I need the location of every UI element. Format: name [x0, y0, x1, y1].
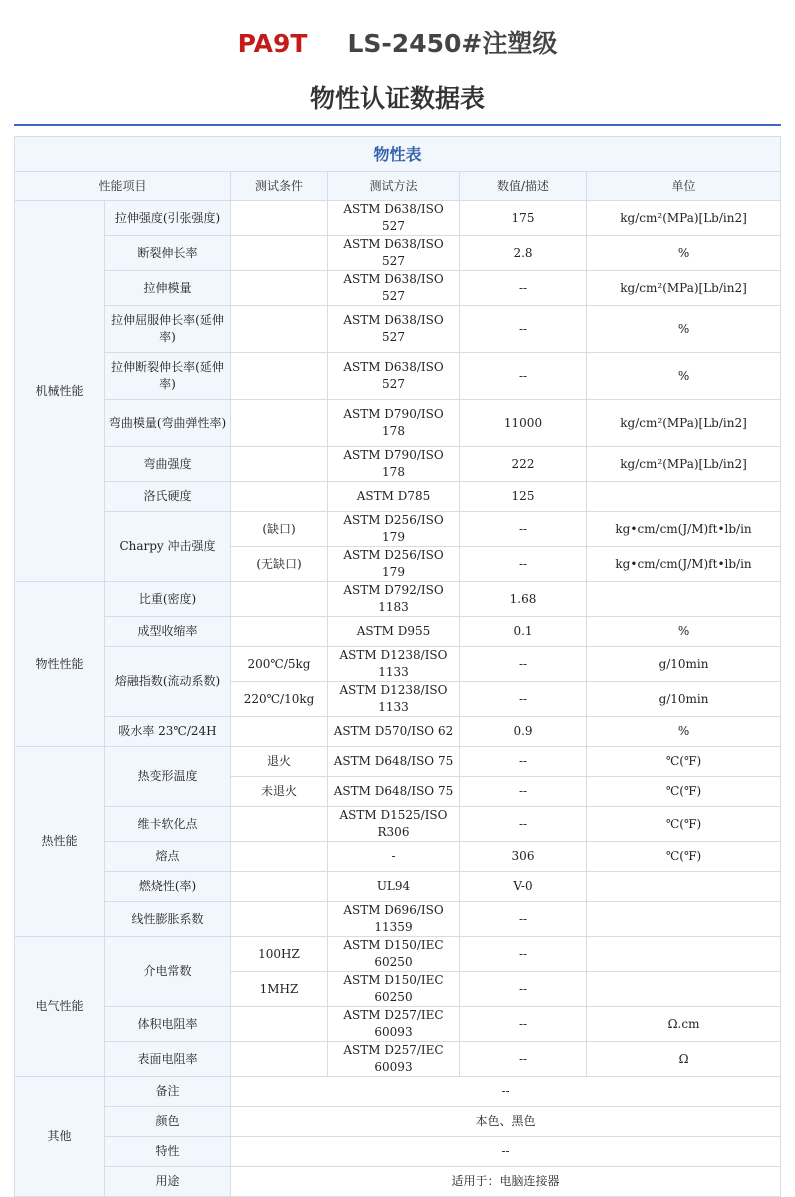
test-method: UL94	[328, 872, 460, 902]
test-condition	[231, 447, 328, 482]
test-method: ASTM D570/ISO 62	[328, 717, 460, 747]
test-condition: (无缺口)	[231, 547, 328, 582]
table-header-row	[15, 172, 781, 201]
table-row	[15, 1107, 781, 1137]
test-method: ASTM D638/ISO 527	[328, 271, 460, 306]
test-method: ASTM D790/ISO 178	[328, 400, 460, 447]
category-physical: 物性性能	[15, 582, 105, 747]
test-method: ASTM D792/ISO 1183	[328, 582, 460, 617]
test-method: ASTM D638/ISO 527	[328, 353, 460, 400]
test-condition	[231, 842, 328, 872]
property-label: 用途	[105, 1167, 231, 1197]
property-label: 洛氏硬度	[105, 482, 231, 512]
property-unit: ℃(℉)	[587, 807, 781, 842]
property-value: --	[460, 902, 587, 937]
property-value: 222	[460, 447, 587, 482]
table-row	[15, 353, 781, 400]
property-label: 比重(密度)	[105, 582, 231, 617]
grade-name: LS-2450#注塑级	[347, 29, 558, 58]
property-value: V-0	[460, 872, 587, 902]
property-unit	[587, 902, 781, 937]
table-row	[15, 872, 781, 902]
test-condition	[231, 236, 328, 271]
table-row	[15, 1042, 781, 1077]
table-row	[15, 271, 781, 306]
test-method: ASTM D257/IEC 60093	[328, 1042, 460, 1077]
property-value: --	[460, 937, 587, 972]
property-label: 热变形温度	[105, 747, 231, 807]
property-value: --	[460, 1042, 587, 1077]
test-method: ASTM D790/ISO 178	[328, 447, 460, 482]
property-value: --	[460, 353, 587, 400]
property-label: 特性	[105, 1137, 231, 1167]
property-unit: kg/cm²(MPa)[Lb/in2]	[587, 400, 781, 447]
property-text: --	[231, 1137, 781, 1167]
property-unit	[587, 482, 781, 512]
category-thermal: 热性能	[15, 747, 105, 937]
test-method: ASTM D257/IEC 60093	[328, 1007, 460, 1042]
table-row	[15, 937, 781, 972]
test-condition	[231, 902, 328, 937]
test-condition	[231, 400, 328, 447]
property-value: 125	[460, 482, 587, 512]
property-label: 断裂伸长率	[105, 236, 231, 271]
property-value: 0.9	[460, 717, 587, 747]
property-value: 306	[460, 842, 587, 872]
test-method: ASTM D638/ISO 527	[328, 306, 460, 353]
property-unit: Ω.cm	[587, 1007, 781, 1042]
test-condition	[231, 582, 328, 617]
property-value: --	[460, 306, 587, 353]
property-unit: kg•cm/cm(J/M)ft•lb/in	[587, 547, 781, 582]
table-row	[15, 447, 781, 482]
property-value: --	[460, 777, 587, 807]
property-value: --	[460, 547, 587, 582]
property-label: 熔融指数(流动系数)	[105, 647, 231, 717]
test-method: -	[328, 842, 460, 872]
property-unit: kg/cm²(MPa)[Lb/in2]	[587, 201, 781, 236]
column-header-value: 数值/描述	[460, 172, 587, 201]
property-unit: ℃(℉)	[587, 747, 781, 777]
table-row	[15, 482, 781, 512]
table-row	[15, 1077, 781, 1107]
property-unit: %	[587, 236, 781, 271]
test-method: ASTM D1525/ISO R306	[328, 807, 460, 842]
test-condition: 200℃/5kg	[231, 647, 328, 682]
property-value: --	[460, 512, 587, 547]
document-title	[0, 24, 795, 60]
property-label: 熔点	[105, 842, 231, 872]
property-text: 适用于：电脑连接器	[231, 1167, 781, 1197]
test-condition	[231, 807, 328, 842]
property-value: --	[460, 682, 587, 717]
column-header-condition: 测试条件	[231, 172, 328, 201]
property-label: 拉伸模量	[105, 271, 231, 306]
title-divider	[14, 124, 781, 126]
table-row	[15, 512, 781, 547]
test-condition	[231, 1042, 328, 1077]
column-header-unit: 单位	[587, 172, 781, 201]
test-condition: 220℃/10kg	[231, 682, 328, 717]
test-method: ASTM D785	[328, 482, 460, 512]
property-label: 燃烧性(率)	[105, 872, 231, 902]
property-text: --	[231, 1077, 781, 1107]
property-unit	[587, 937, 781, 972]
table-row	[15, 582, 781, 617]
property-value: --	[460, 972, 587, 1007]
property-value: --	[460, 1007, 587, 1042]
property-text: 本色、黑色	[231, 1107, 781, 1137]
test-method: ASTM D150/IEC 60250	[328, 972, 460, 1007]
property-unit: %	[587, 306, 781, 353]
table-row	[15, 400, 781, 447]
property-value: 0.1	[460, 617, 587, 647]
property-label: 弯曲模量(弯曲弹性率)	[105, 400, 231, 447]
test-method: ASTM D150/IEC 60250	[328, 937, 460, 972]
test-condition	[231, 872, 328, 902]
test-condition: 1MHZ	[231, 972, 328, 1007]
property-value: 11000	[460, 400, 587, 447]
property-label: 拉伸强度(引张强度)	[105, 201, 231, 236]
property-label: 介电常数	[105, 937, 231, 1007]
property-label: 线性膨胀系数	[105, 902, 231, 937]
property-unit: kg/cm²(MPa)[Lb/in2]	[587, 447, 781, 482]
test-condition	[231, 1007, 328, 1042]
table-row	[15, 842, 781, 872]
test-method: ASTM D648/ISO 75	[328, 777, 460, 807]
category-mechanical: 机械性能	[15, 201, 105, 582]
test-condition	[231, 717, 328, 747]
property-label: 吸水率 23℃/24H	[105, 717, 231, 747]
test-method: ASTM D955	[328, 617, 460, 647]
table-caption: 物性表	[15, 137, 781, 172]
property-unit: ℃(℉)	[587, 777, 781, 807]
property-unit: g/10min	[587, 682, 781, 717]
test-method: ASTM D256/ISO 179	[328, 512, 460, 547]
property-unit: %	[587, 353, 781, 400]
test-condition: 未退火	[231, 777, 328, 807]
test-method: ASTM D256/ISO 179	[328, 547, 460, 582]
table-row	[15, 1167, 781, 1197]
property-unit	[587, 872, 781, 902]
property-unit: kg•cm/cm(J/M)ft•lb/in	[587, 512, 781, 547]
test-method: ASTM D1238/ISO 1133	[328, 682, 460, 717]
property-unit: ℃(℉)	[587, 842, 781, 872]
property-label: 备注	[105, 1077, 231, 1107]
test-condition	[231, 353, 328, 400]
test-method: ASTM D648/ISO 75	[328, 747, 460, 777]
property-label: 维卡软化点	[105, 807, 231, 842]
property-label: 体积电阻率	[105, 1007, 231, 1042]
table-row	[15, 306, 781, 353]
test-condition: 100HZ	[231, 937, 328, 972]
property-unit: %	[587, 617, 781, 647]
column-header-property: 性能项目	[15, 172, 231, 201]
test-condition	[231, 271, 328, 306]
test-method: ASTM D638/ISO 527	[328, 201, 460, 236]
test-method: ASTM D638/ISO 527	[328, 236, 460, 271]
property-label: 弯曲强度	[105, 447, 231, 482]
property-unit: Ω	[587, 1042, 781, 1077]
table-row	[15, 647, 781, 682]
table-row	[15, 617, 781, 647]
property-table	[14, 136, 781, 1197]
property-unit	[587, 972, 781, 1007]
property-value: --	[460, 271, 587, 306]
property-value: --	[460, 747, 587, 777]
property-label: 拉伸屈服伸长率(延伸率)	[105, 306, 231, 353]
property-unit	[587, 582, 781, 617]
property-value: 175	[460, 201, 587, 236]
test-method: ASTM D696/ISO 11359	[328, 902, 460, 937]
property-value: --	[460, 647, 587, 682]
property-unit: g/10min	[587, 647, 781, 682]
table-row	[15, 201, 781, 236]
category-other: 其他	[15, 1077, 105, 1197]
property-label: Charpy 冲击强度	[105, 512, 231, 582]
test-method: ASTM D1238/ISO 1133	[328, 647, 460, 682]
property-value: --	[460, 807, 587, 842]
test-condition: 退火	[231, 747, 328, 777]
table-row	[15, 717, 781, 747]
test-condition	[231, 482, 328, 512]
table-row	[15, 902, 781, 937]
property-label: 表面电阻率	[105, 1042, 231, 1077]
property-value: 1.68	[460, 582, 587, 617]
table-row	[15, 236, 781, 271]
property-label: 成型收缩率	[105, 617, 231, 647]
document-subtitle: 物性认证数据表	[309, 84, 485, 113]
test-condition	[231, 201, 328, 236]
test-condition	[231, 306, 328, 353]
property-unit: %	[587, 717, 781, 747]
property-unit: kg/cm²(MPa)[Lb/in2]	[587, 271, 781, 306]
table-row	[15, 1137, 781, 1167]
test-condition	[231, 617, 328, 647]
category-electrical: 电气性能	[15, 937, 105, 1077]
column-header-method: 测试方法	[328, 172, 460, 201]
table-row	[15, 807, 781, 842]
property-value: 2.8	[460, 236, 587, 271]
property-label: 拉伸断裂伸长率(延伸率)	[105, 353, 231, 400]
model-name: PA9T	[237, 29, 308, 58]
test-condition: (缺口)	[231, 512, 328, 547]
table-row	[15, 1007, 781, 1042]
property-label: 颜色	[105, 1107, 231, 1137]
table-row	[15, 747, 781, 777]
